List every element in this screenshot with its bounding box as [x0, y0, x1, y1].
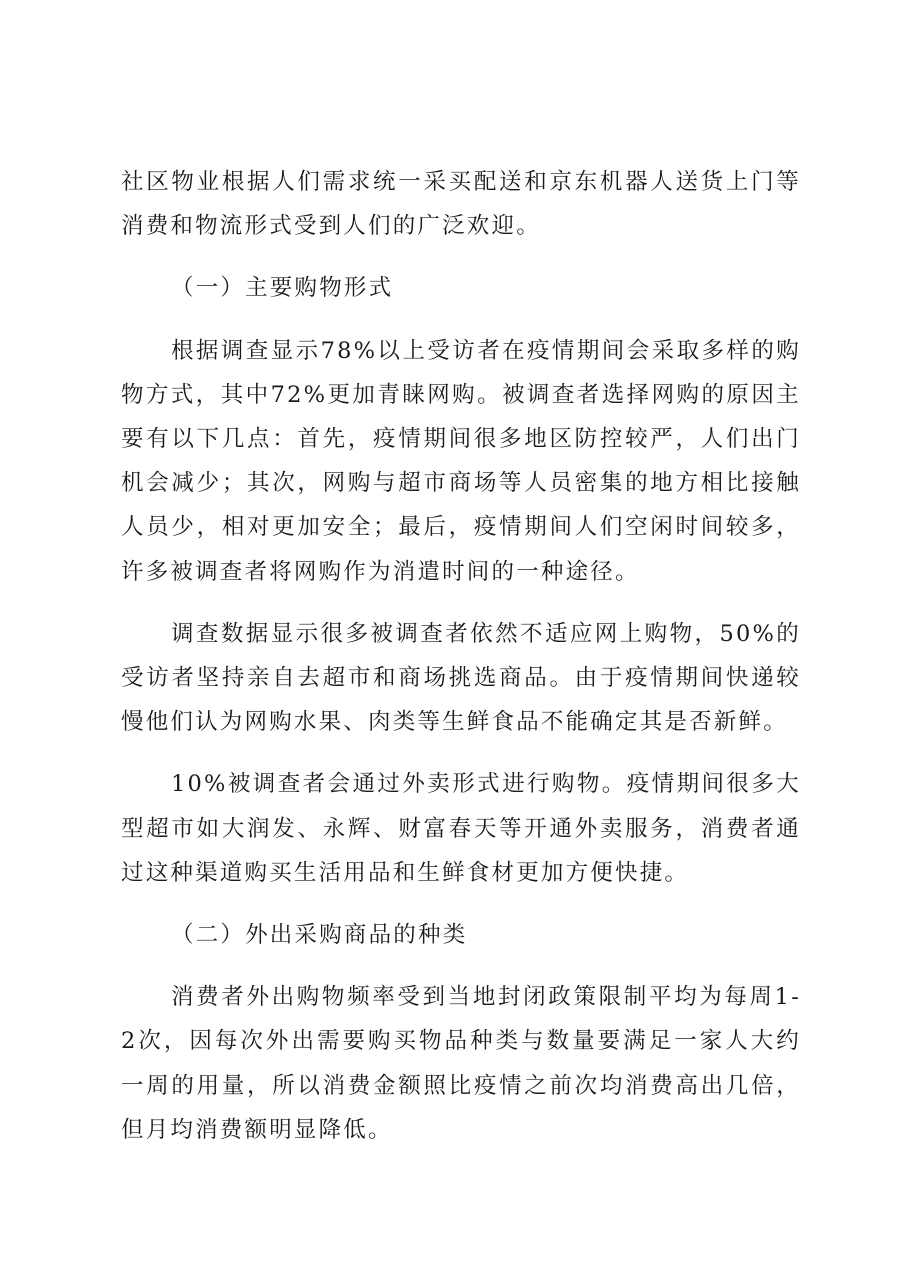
- paragraph-online-shopping: 根据调查显示78%以上受访者在疫情期间会采取多样的购物方式，其中72%更加青睐网购。被调查者选择网购的原因主要有以下几点：首先，疫情期间很多地区防控较严，人们出门机会减少；其次，网购与超市商场等人员密集的地方相比接触人员少，相对更加安全；最后，疫情期间人们空闲时间较多，许多被调查者将网购作为消遣时间的一种途径。: [121, 337, 801, 585]
- paragraph-takeout-shopping: 10%被调查者会通过外卖形式进行购物。疫情期间很多大型超市如大润发、永辉、财富春天等开通外卖服务，消费者通过这种渠道购买生活用品和生鲜食材更加方便快捷。: [121, 771, 801, 886]
- paragraph-in-store-shopping: 调查数据显示很多被调查者依然不适应网上购物，50%的受访者坚持亲自去超市和商场挑选商品。由于疫情期间快递较慢他们认为网购水果、肉类等生鲜食品不能确定其是否新鲜。: [121, 620, 801, 736]
- paragraph-continuation: 社区物业根据人们需求统一采买配送和京东机器人送货上门等消费和物流形式受到人们的广泛欢迎。: [121, 169, 801, 240]
- paragraph-shopping-frequency: 消费者外出购物频率受到当地封闭政策限制平均为每周1-2次，因每次外出需要购买物品种类与数量要满足一家人大约一周的用量，所以消费金额照比疫情之前次均消费高出几倍，但月均消费额明显降低。: [121, 984, 801, 1143]
- section-heading-1: （一）主要购物形式: [171, 275, 394, 302]
- section-heading-2: （二）外出采购商品的种类: [171, 922, 468, 949]
- document-body: [121, 160, 801, 1152]
